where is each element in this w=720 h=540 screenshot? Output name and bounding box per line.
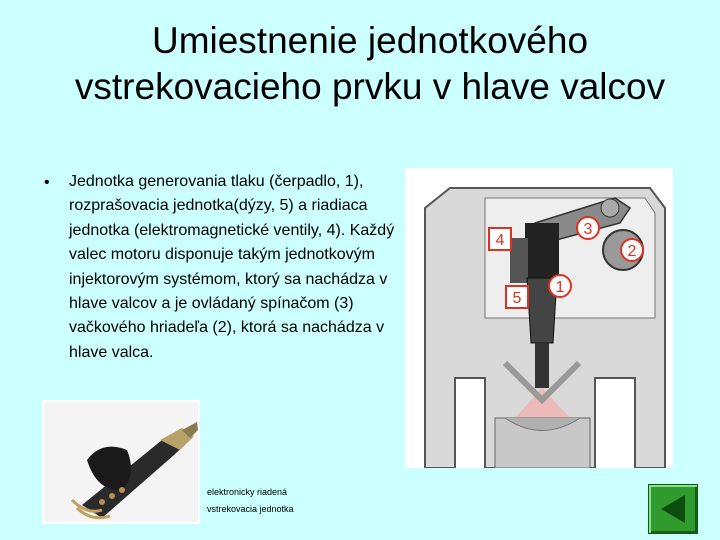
caption-line-2: vstrekovacia jednotka — [207, 504, 294, 514]
label-3 — [577, 217, 599, 239]
back-button[interactable] — [648, 484, 698, 534]
cylinder-head-diagram — [405, 168, 673, 468]
triangle-left-icon — [649, 485, 697, 533]
injector-photo — [42, 400, 200, 524]
svg-text:5: 5 — [512, 290, 522, 307]
slide-title: Umiestnenie jednotkového vstrekovacieho prvku v hlave valcov — [74, 20, 666, 107]
label-5 — [506, 286, 528, 308]
bullet-marker: • — [44, 174, 50, 191]
label-1 — [549, 275, 571, 297]
svg-text:3: 3 — [583, 221, 593, 238]
caption-line-1: elektronicky riadená — [207, 487, 288, 497]
svg-text:4: 4 — [495, 232, 505, 249]
svg-text:2: 2 — [627, 243, 637, 260]
svg-text:1: 1 — [555, 279, 565, 296]
label-2 — [621, 239, 643, 261]
solenoid-valve-shape — [525, 223, 559, 278]
bullet-text: Jednotka generovania tlaku (čerpadlo, 1), rozprašovacia jednotka(dýzy, 5) a riadiaca jednotka (elektromagnetické ventily, 4). Každý valec motoru disponuje takým jednotkovým injektorovým systémom, ktorý sa nachádza v hlave valcov a je ovládaný spínačom (3) vačkového hriadeľa (2), ktorá sa nachádza v hlave valca. — [69, 173, 395, 361]
label-4 — [489, 228, 511, 250]
image-caption — [207, 484, 294, 518]
